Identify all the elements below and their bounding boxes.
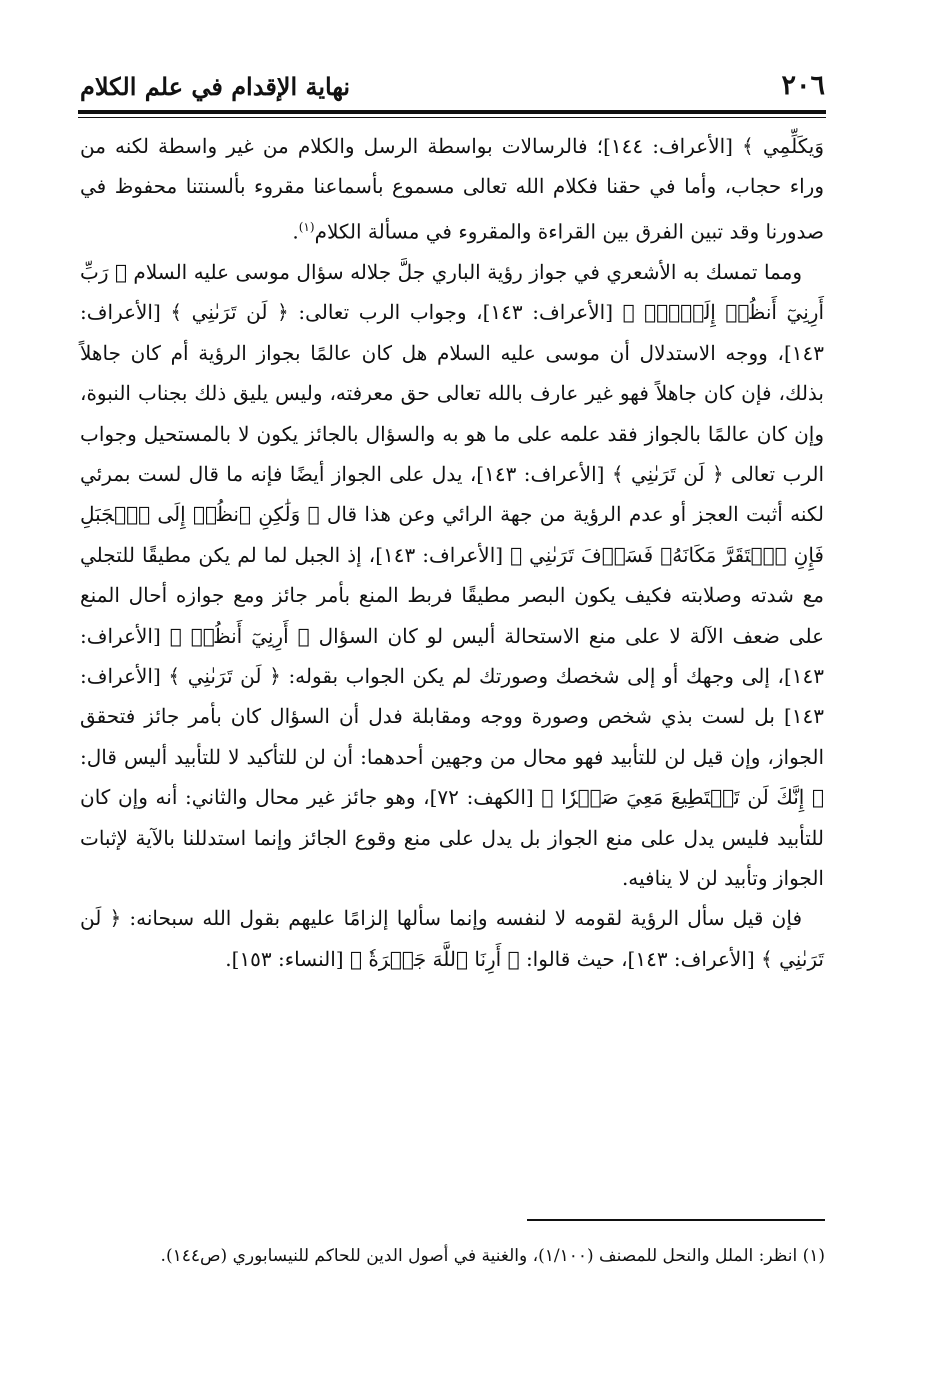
- page-header: [80, 70, 825, 104]
- header-rule-thin: [78, 117, 826, 118]
- paragraph-1-text: وَيكَلِّمِي ﴾ [الأعراف: ١٤٤]؛ فالرسالات بواسطة الرسل والكلام من غير واسطة لكنه من وراء حجاب، وأما في حقنا فكلام الله تعالى مسموع بأسماعنا مقروء بألسنتنا محفوظ في صدورنا وقد تبين الفرق بين القراءة والمقروء في مسألة الكلام: [80, 134, 824, 244]
- footnote-separator: [527, 1219, 825, 1221]
- footnote-marker: (١): [298, 219, 315, 234]
- paragraph-2: ومما تمسك به الأشعري في جواز رؤية الباري جلَّ جلاله سؤال موسى عليه السلام ﴿ رَبِّ أَرِنِيٓ أَنظُرۡ إِلَيۡكَۚ ﴾ [الأعراف: ١٤٣]، وجواب الرب تعالى: ﴿ لَن تَرَىٰنِي ﴾ [الأعراف: ١٤٣]، ووجه الاستدلال أن موسى عليه السلام هل كان عالمًا بجواز الرؤية أم كان جاهلاً بذلك، فإن كان جاهلاً فهو غير عارف بالله تعالى حق معرفته، وليس يليق ذلك بجناب النبوة، وإن كان عالمًا بالجواز فقد علمه على ما هو به والسؤال بالجائز يكون لا بالمستحيل وجواب الرب تعالى ﴿ لَن تَرَىٰنِي ﴾ [الأعراف: ١٤٣]، يدل على الجواز أيضًا فإنه ما قال لست بمرئي لكنه أثبت العجز أو عدم الرؤية من جهة الرائي وعن هذا قال ﴿ وَلَٰكِنِ ٱنظُرۡ إِلَى ٱلۡجَبَلِ فَإِنِ ٱسۡتَقَرَّ مَكَانَهُۥ فَسَوۡفَ تَرَىٰنِي ﴾ [الأعراف: ١٤٣]، إذ الجبل لما لم يكن مطيقًا للتجلي مع شدته وصلابته فكيف يكون البصر مطيقًا فربط المنع بأمر جائز ومع جوازه أحال المنع على ضعف الآلة لا على منع الاستحالة أليس لو كان السؤال ﴿ أَرِنِيٓ أَنظُرۡ ﴾ [الأعراف: ١٤٣]، إلى وجهك أو إلى شخصك وصورتك لم يكن الجواب بقوله: ﴿ لَن تَرَىٰنِي ﴾ [الأعراف: ١٤٣] بل لست بذي شخص وصورة ووجه ومقابلة فدل أن السؤال كان بأمر جائز فتحقق الجواز، وإن قيل لن للتأبيد فهو محال من وجهين أحدهما: أن لن للتأكيد لا للتأبيد أليس قال: ﴿ إِنَّكَ لَن تَسۡتَطِيعَ مَعِيَ صَبۡرٗا ﴾ [الكهف: ٧٢]، وهو جائز غير محال والثاني: أنه وإن كان للتأبيد فليس يدل على منع الجواز بل يدل على منع وقوع الجائز وإنما استدللنا بالآية لإثبات الجواز وتأبيد لن لا ينافيه.: [80, 259, 824, 890]
- paragraph-1: وَيكَلِّمِي ﴾ [الأعراف: ١٤٤]؛ فالرسالات بواسطة الرسل والكلام من غير واسطة لكنه من وراء حجاب، وأما في حقنا فكلام الله تعالى مسموع بأسماعنا مقروء بألسنتنا محفوظ في صدورنا وقد تبين الفرق بين القراءة والمقروء في مسألة الكلام$^{(١)}$.: [80, 134, 824, 244]
- header-rule-thick: [78, 110, 826, 114]
- main-text: [80, 126, 824, 979]
- running-title: نهاية الإقدام في علم الكلام: [80, 72, 351, 101]
- footnotes: [80, 1240, 825, 1272]
- page-number: ٢٠٦: [781, 70, 825, 101]
- footnote-1: (١) انظر: الملل والنحل للمصنف (١/١٠٠)، والغنية في أصول الدين للحاكم للنيسابوري (ص١٤٤).: [160, 1246, 825, 1266]
- paragraph-3: فإن قيل سأل الرؤية لقومه لا لنفسه وإنما سألها إلزامًا عليهم بقول الله سبحانه: ﴿ لَن تَرَىٰنِي ﴾ [الأعراف: ١٤٣]، حيث قالوا: ﴿ أَرِنَا ٱللَّهَ جَهۡرَةٗ ﴾ [النساء: ١٥٣].: [80, 906, 824, 971]
